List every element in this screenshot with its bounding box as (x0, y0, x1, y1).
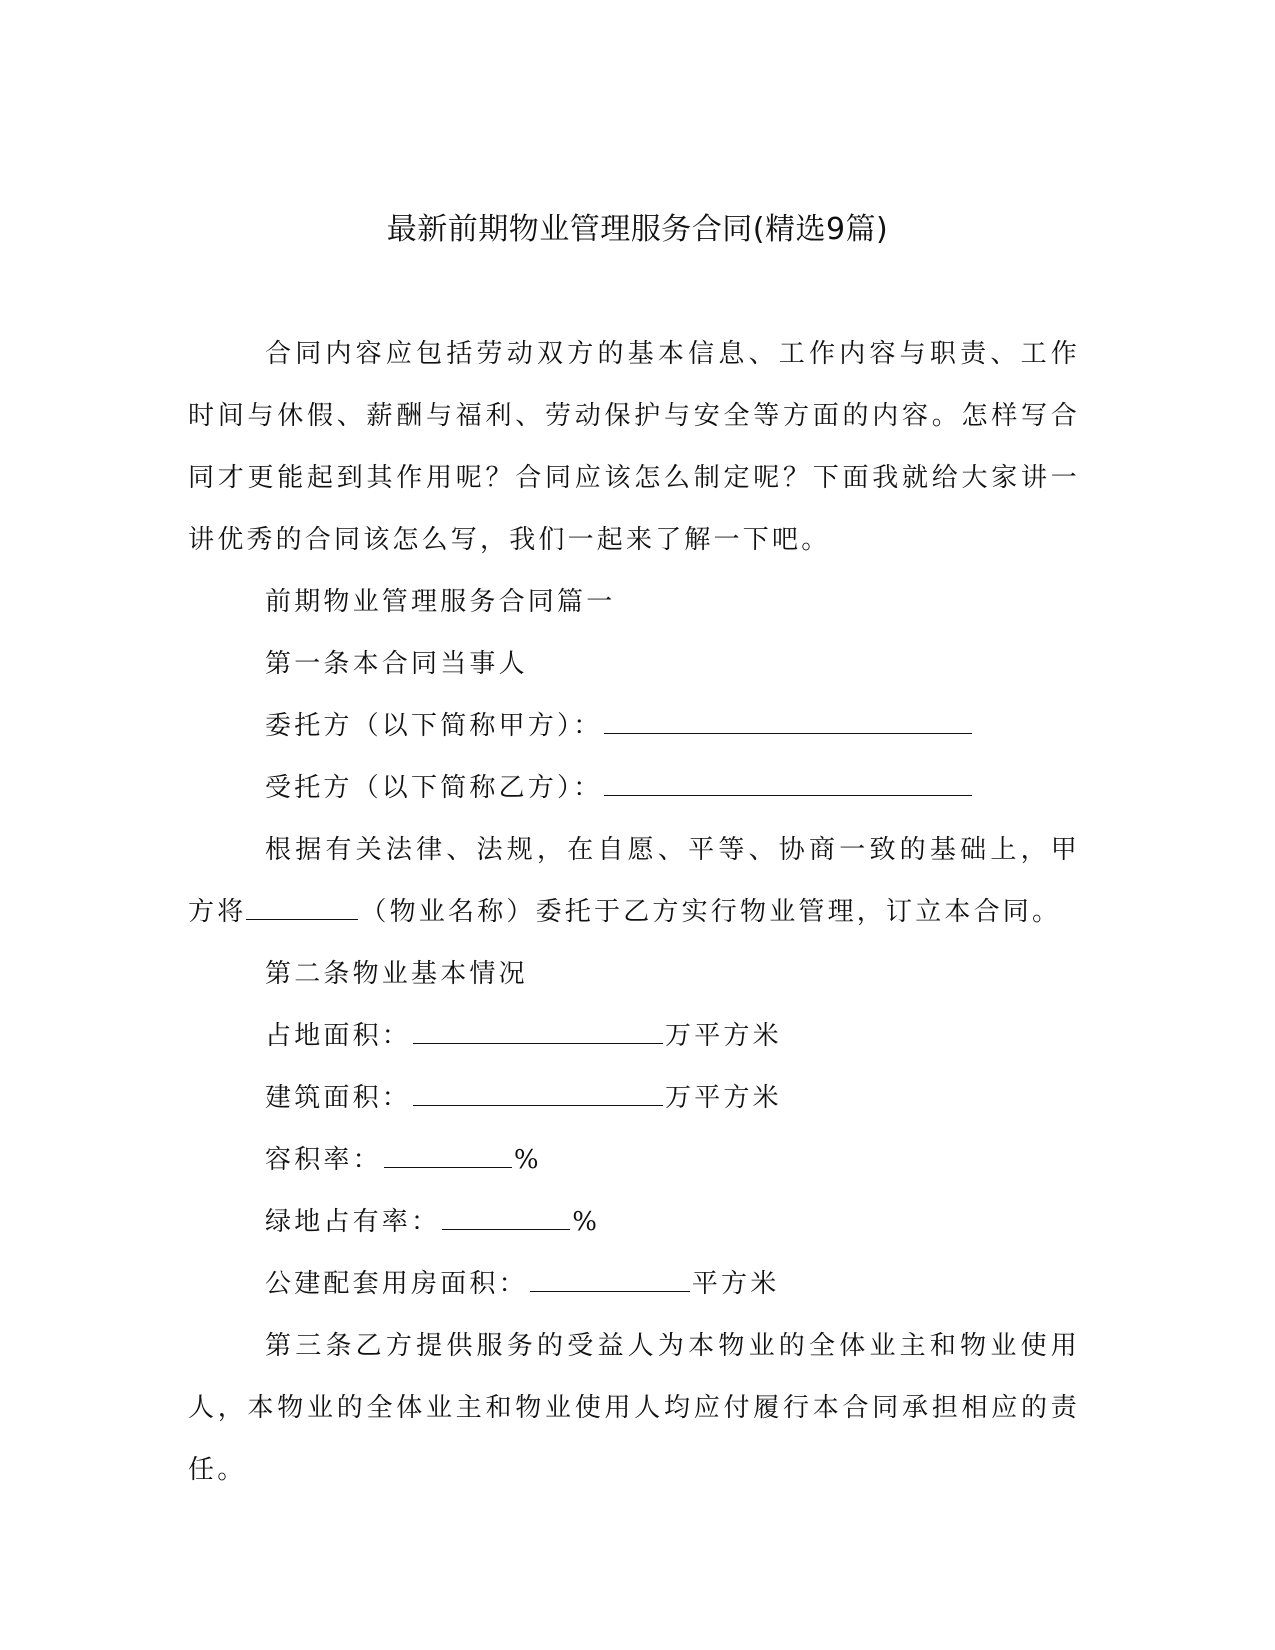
plot-ratio-line (188, 1129, 1080, 1191)
party-a-label: 委托方（以下简称甲方）： (265, 711, 603, 741)
green-ratio-line (188, 1191, 1080, 1253)
party-b-blank (604, 771, 972, 796)
party-a-blank (604, 709, 972, 734)
building-area-line (188, 1067, 1080, 1129)
plot-ratio-blank (384, 1143, 512, 1168)
intro-paragraph: 合同内容应包括劳动双方的基本信息、工作内容与职责、工作时间与休假、薪酬与福利、劳动保护与安全等方面的内容。怎样写合同才更能起到其作用呢？合同应该怎么制定呢？下面我就给大家讲一讲优秀的合同该怎么写，我们一起来了解一下吧。 (188, 339, 1080, 555)
document-title: 最新前期物业管理服务合同(精选9篇) (386, 212, 889, 247)
document-body (188, 323, 1080, 1501)
article-3-paragraph: 第三条乙方提供服务的受益人为本物业的全体业主和物业使用人，本物业的全体业主和物业使用人均应付履行本合同承担相应的责任。 (188, 1331, 1080, 1485)
land-area-line (188, 1005, 1080, 1067)
green-ratio-unit: % (572, 1207, 601, 1237)
public-room-unit: 平方米 (691, 1269, 780, 1299)
building-area-blank (413, 1081, 663, 1106)
article-2-heading: 第二条物业基本情况 (265, 959, 528, 989)
plot-ratio-label: 容积率： (265, 1145, 382, 1175)
property-name-blank (246, 895, 358, 920)
section-heading: 前期物业管理服务合同篇一 (265, 587, 616, 617)
party-b-line (188, 757, 1080, 819)
basis-paragraph (188, 819, 1080, 943)
land-area-label: 占地面积： (265, 1021, 412, 1051)
party-b-label: 受托方（以下简称乙方）： (265, 773, 603, 803)
article-1-heading: 第一条本合同当事人 (265, 649, 528, 679)
public-room-line (188, 1253, 1080, 1315)
basis-text-start: 根据有关法律、法规，在自愿、平等、协商一致的基础上，甲方将 (188, 835, 1080, 927)
land-area-unit: 万平方米 (665, 1021, 782, 1051)
green-ratio-label: 绿地占有率： (265, 1207, 441, 1237)
building-area-unit: 万平方米 (665, 1083, 782, 1113)
public-room-blank (530, 1267, 690, 1292)
public-room-label: 公建配套用房面积： (265, 1269, 528, 1299)
building-area-label: 建筑面积： (265, 1083, 412, 1113)
green-ratio-blank (442, 1205, 570, 1230)
plot-ratio-unit: % (513, 1145, 542, 1175)
land-area-blank (413, 1019, 663, 1044)
party-a-line (188, 695, 1080, 757)
basis-text-end: （物业名称）委托于乙方实行物业管理，订立本合同。 (360, 897, 1062, 927)
